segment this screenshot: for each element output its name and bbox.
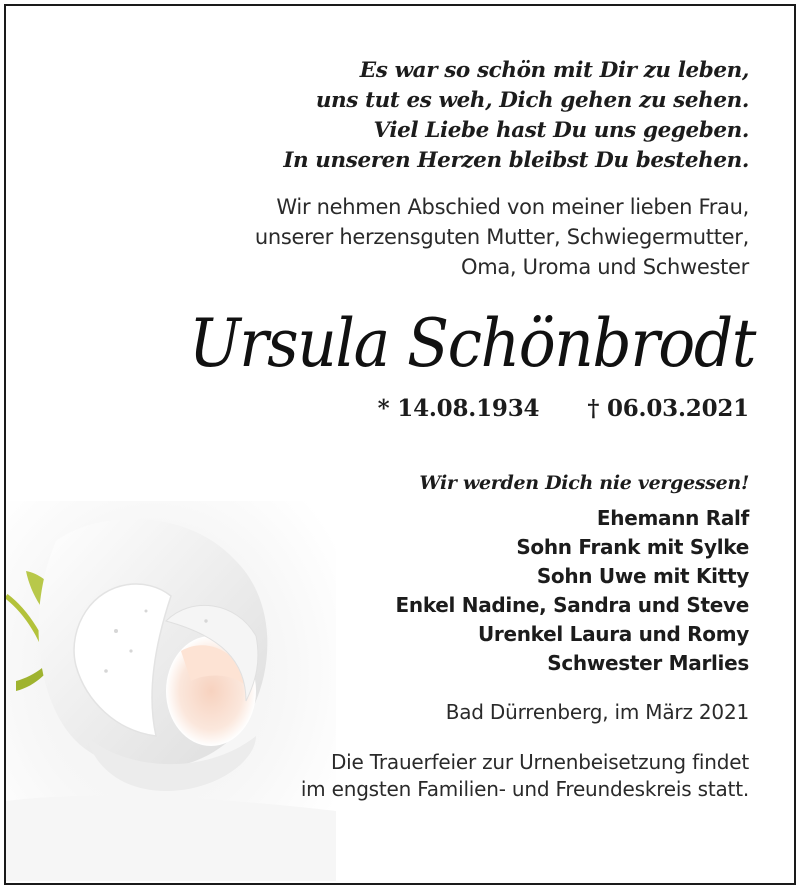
obituary-frame — [4, 4, 796, 885]
poem-line: uns tut es weh, Dich gehen zu sehen. — [315, 88, 749, 113]
notice-line: Die Trauerfeier zur Urnenbeisetzung findet — [330, 750, 749, 774]
life-dates — [129, 394, 749, 424]
deceased-name: Ursula Schönbrodt — [188, 305, 755, 382]
poem-line: Es war so schön mit Dir zu leben, — [359, 58, 749, 83]
place-and-date: Bad Dürrenberg, im März 2021 — [445, 700, 749, 724]
mourner-entry: Sohn Uwe mit Kitty — [536, 564, 749, 588]
obituary-text — [129, 6, 755, 803]
poem-line: Viel Liebe hast Du uns gegeben. — [373, 118, 749, 143]
intro-line: Wir nehmen Abschied von meiner lieben Frau, — [276, 195, 749, 219]
mourner-entry: Schwester Marlies — [547, 651, 749, 675]
birth-date: * 14.08.1934 — [377, 395, 540, 422]
mourner-entry: Enkel Nadine, Sandra und Steve — [395, 593, 749, 617]
intro-line: unserer herzensguten Mutter, Schwiegermutter, — [254, 225, 749, 249]
mourners-list — [129, 504, 749, 678]
notice-line: im engsten Familien- und Freundeskreis statt. — [300, 777, 749, 801]
mourner-entry: Urenkel Laura und Romy — [477, 622, 749, 646]
death-date: † 06.03.2021 — [587, 395, 749, 422]
intro-line: Oma, Uroma und Schwester — [460, 255, 749, 279]
funeral-notice — [129, 749, 749, 803]
farewell-line: Wir werden Dich nie vergessen! — [419, 472, 749, 494]
mourner-entry: Ehemann Ralf — [596, 506, 749, 530]
memorial-poem — [129, 56, 749, 176]
farewell-intro — [129, 192, 749, 282]
mourner-entry: Sohn Frank mit Sylke — [516, 535, 749, 559]
poem-line: In unseren Herzen bleibst Du bestehen. — [283, 148, 749, 173]
